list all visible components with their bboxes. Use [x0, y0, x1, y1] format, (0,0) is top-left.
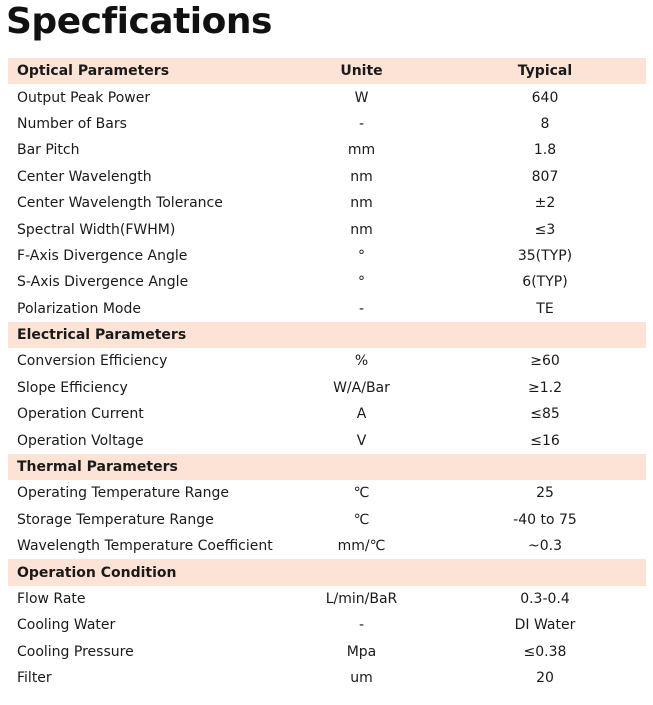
- section-header-unit: [279, 454, 444, 480]
- cell-parameter: Flow Rate: [17, 591, 86, 607]
- cell-unit: L/min/BaR: [325, 591, 398, 607]
- cell-unit: %: [354, 353, 369, 370]
- cell-typical: 1.8: [533, 142, 557, 159]
- cell-typical: ≤85: [530, 406, 560, 423]
- cell-typical: ≤0.38: [523, 643, 567, 660]
- table-row: [8, 375, 646, 401]
- specifications-table: [8, 58, 646, 691]
- table-row: [8, 84, 646, 110]
- table-row: [8, 480, 646, 506]
- section-header-typical: [444, 322, 646, 348]
- section-header-parameter: Operation Condition: [8, 559, 279, 585]
- table-row: [8, 216, 646, 242]
- cell-unit: nm: [350, 168, 373, 185]
- table-row: [8, 401, 646, 427]
- cell-parameter: Wavelength Temperature Coefficient: [17, 538, 273, 555]
- cell-unit: ℃: [353, 511, 370, 528]
- cell-unit: A: [356, 406, 367, 423]
- cell-parameter: Spectral Width(FWHM): [17, 221, 176, 238]
- table-row: [8, 243, 646, 269]
- cell-unit: um: [350, 670, 373, 687]
- cell-typical: -40 to 75: [513, 511, 577, 528]
- cell-typical: 0.3-0.4: [520, 591, 570, 607]
- cell-typical: ~0.3: [528, 538, 562, 555]
- cell-typical: 807: [531, 168, 559, 185]
- section-header-row: [8, 322, 646, 348]
- cell-typical: 6(TYP): [522, 274, 568, 291]
- table-row: [8, 639, 646, 665]
- cell-unit: V: [356, 432, 367, 449]
- specifications-table-body: [8, 58, 646, 691]
- cell-typical: ≤16: [530, 432, 560, 449]
- cell-parameter: Operation Voltage: [17, 432, 144, 449]
- cell-unit: W/A/Bar: [333, 379, 390, 396]
- cell-parameter: Polarization Mode: [17, 300, 141, 317]
- section-header-parameter: Thermal Parameters: [8, 454, 279, 480]
- cell-typical: 35(TYP): [517, 247, 573, 264]
- table-row: [8, 612, 646, 638]
- table-row: [8, 137, 646, 163]
- section-header-unit: Unite: [279, 58, 444, 84]
- table-row: [8, 296, 646, 322]
- section-header-typical: [444, 559, 646, 585]
- cell-parameter: Bar Pitch: [17, 142, 80, 159]
- section-header-typical: Typical: [444, 58, 646, 84]
- cell-parameter: Center Wavelength Tolerance: [17, 195, 223, 212]
- cell-parameter: Cooling Water: [17, 617, 116, 634]
- cell-typical: TE: [536, 300, 554, 317]
- cell-parameter: Conversion Efficiency: [17, 353, 168, 370]
- cell-typical: ≤3: [534, 221, 556, 238]
- cell-unit: ℃: [353, 485, 370, 502]
- cell-parameter: Operation Current: [17, 406, 144, 423]
- cell-unit: -: [358, 300, 365, 317]
- cell-unit: °: [358, 247, 365, 264]
- table-row: [8, 269, 646, 295]
- table-row: [8, 665, 646, 691]
- table-row: [8, 190, 646, 216]
- cell-unit: Mpa: [346, 643, 377, 660]
- cell-parameter: S-Axis Divergence Angle: [17, 274, 189, 291]
- cell-parameter: Center Wavelength: [17, 168, 152, 185]
- cell-parameter: Slope Efficiency: [17, 379, 128, 396]
- cell-parameter: Storage Temperature Range: [17, 511, 214, 528]
- section-header-parameter: Electrical Parameters: [8, 322, 279, 348]
- cell-parameter: Cooling Pressure: [17, 643, 134, 660]
- page-title: Specfications: [6, 1, 272, 42]
- table-row: [8, 507, 646, 533]
- section-header-unit: [279, 322, 444, 348]
- cell-typical: 640: [531, 89, 559, 106]
- cell-typical: DI Water: [514, 617, 576, 634]
- cell-unit: nm: [350, 221, 373, 238]
- cell-typical: 8: [540, 115, 550, 132]
- section-header-row: [8, 559, 646, 585]
- cell-typical: ±2: [534, 195, 556, 212]
- table-row: [8, 348, 646, 374]
- section-header-typical: [444, 454, 646, 480]
- section-header-row: [8, 454, 646, 480]
- cell-typical: 25: [536, 485, 554, 502]
- section-header-unit: [279, 559, 444, 585]
- cell-unit: mm/℃: [337, 538, 386, 555]
- table-row: [8, 586, 646, 612]
- cell-unit: nm: [350, 195, 373, 212]
- cell-typical: 20: [536, 670, 554, 687]
- cell-unit: -: [358, 617, 365, 634]
- cell-unit: W: [354, 89, 369, 106]
- cell-parameter: Number of Bars: [17, 115, 127, 132]
- table-row: [8, 427, 646, 453]
- section-header-parameter: Optical Parameters: [8, 58, 279, 84]
- cell-parameter: F-Axis Divergence Angle: [17, 247, 188, 264]
- table-row: [8, 111, 646, 137]
- table-row: [8, 533, 646, 559]
- cell-unit: -: [358, 115, 365, 132]
- cell-typical: ≥60: [530, 353, 560, 370]
- cell-parameter: Output Peak Power: [17, 89, 151, 106]
- cell-parameter: Filter: [17, 670, 52, 687]
- cell-parameter: Operating Temperature Range: [17, 485, 229, 502]
- table-row: [8, 164, 646, 190]
- cell-unit: mm: [347, 142, 376, 159]
- cell-typical: ≥1.2: [528, 379, 562, 396]
- cell-unit: °: [358, 274, 365, 291]
- section-header-row: [8, 58, 646, 84]
